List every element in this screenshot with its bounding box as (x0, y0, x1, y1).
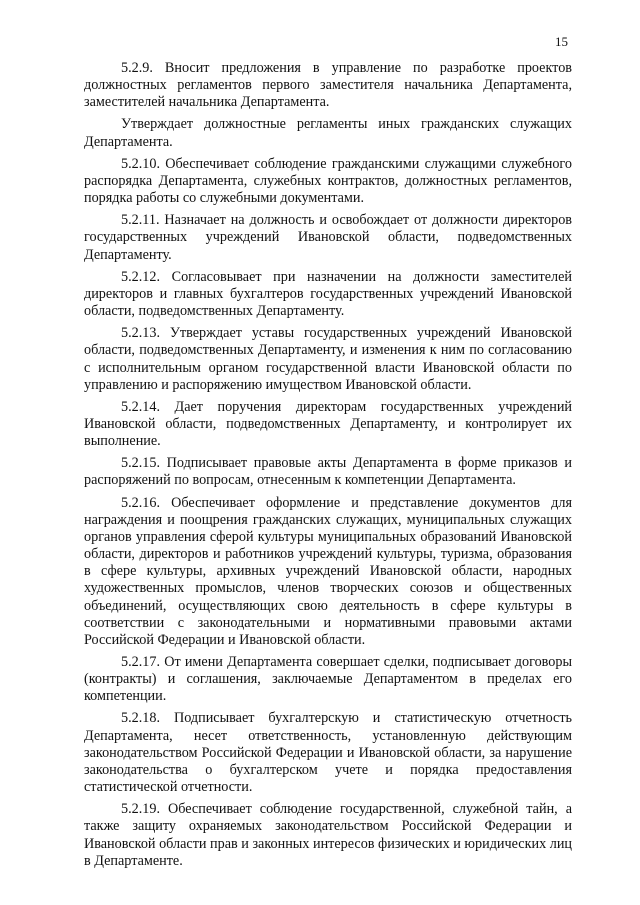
paragraph-5-2-17: 5.2.17. От имени Департамента совершает сделки, подписывает договоры (контракты) и соглашения, заключаемые Департаментом в пределах его компетенции. (84, 654, 572, 705)
paragraph-5-2-9: 5.2.9. Вносит предложения в управление по разработке проектов должностных регламентов первого заместителя начальника Департамента, заместителей начальника Департамента. (84, 60, 572, 111)
paragraph-5-2-15: 5.2.15. Подписывает правовые акты Департамента в форме приказов и распоряжений по вопросам, отнесенным к компетенции Департамента. (84, 455, 572, 489)
paragraph-5-2-13: 5.2.13. Утверждает уставы государственных учреждений Ивановской области, подведомственных Департаменту, и изменения к ним по согласованию с исполнительным органом государственной власти Ивановской области по управлению и распоряжению имуществом Ивановской области. (84, 325, 572, 393)
page-number: 15 (555, 34, 568, 49)
paragraph-5-2-11: 5.2.11. Назначает на должность и освобождает от должности директоров государственных учреждений Ивановской области, подведомственных Департаменту. (84, 212, 572, 263)
document-body (84, 60, 572, 875)
paragraph-5-2-19: 5.2.19. Обеспечивает соблюдение государственной, служебной тайн, а также защиту охраняемых законодательством Российской Федерации и Ивановской области прав и законных интересов физических и юридических лиц в Департаменте. (84, 801, 572, 869)
paragraph-5-2-12: 5.2.12. Согласовывает при назначении на должности заместителей директоров и главных бухгалтеров государственных учреждений Ивановской области, подведомственных Департаменту. (84, 268, 572, 320)
paragraph-regulations-approval: Утверждает должностные регламенты иных гражданских служащих Департамента. (84, 116, 572, 150)
paragraph-5-2-14: 5.2.14. Дает поручения директорам государственных учреждений Ивановской области, подведомственных Департаменту, и контролирует их выполнение. (84, 398, 572, 450)
paragraph-5-2-18: 5.2.18. Подписывает бухгалтерскую и статистическую отчетность Департамента, несет ответственность, установленную действующим законодательством Российской Федерации и Ивановской области, за нарушение законодательства о бухгалтерском учете и порядка предоставления статистической отчетности. (84, 710, 572, 796)
paragraph-5-2-10: 5.2.10. Обеспечивает соблюдение гражданскими служащими служебного распорядка Департамента, служебных контрактов, должностных регламентов, порядка работы со служебными документами. (84, 155, 572, 207)
paragraph-5-2-16: 5.2.16. Обеспечивает оформление и представление документов для награждения и поощрения гражданских служащих, муниципальных служащих органов управления сферой культуры муниципальных образований Ивановской области, директоров и работников учреждений культуры, туризма, образования в сфере культуры, архивных учреждений Ивановской области, народных художественных промыслов, членов творческих союзов и общественных объединений, осуществляющих свою деятельность в сфере культуры в соответствии с законодательными и нормативными правовыми актами Российской Федерации и Ивановской области. (84, 494, 572, 648)
